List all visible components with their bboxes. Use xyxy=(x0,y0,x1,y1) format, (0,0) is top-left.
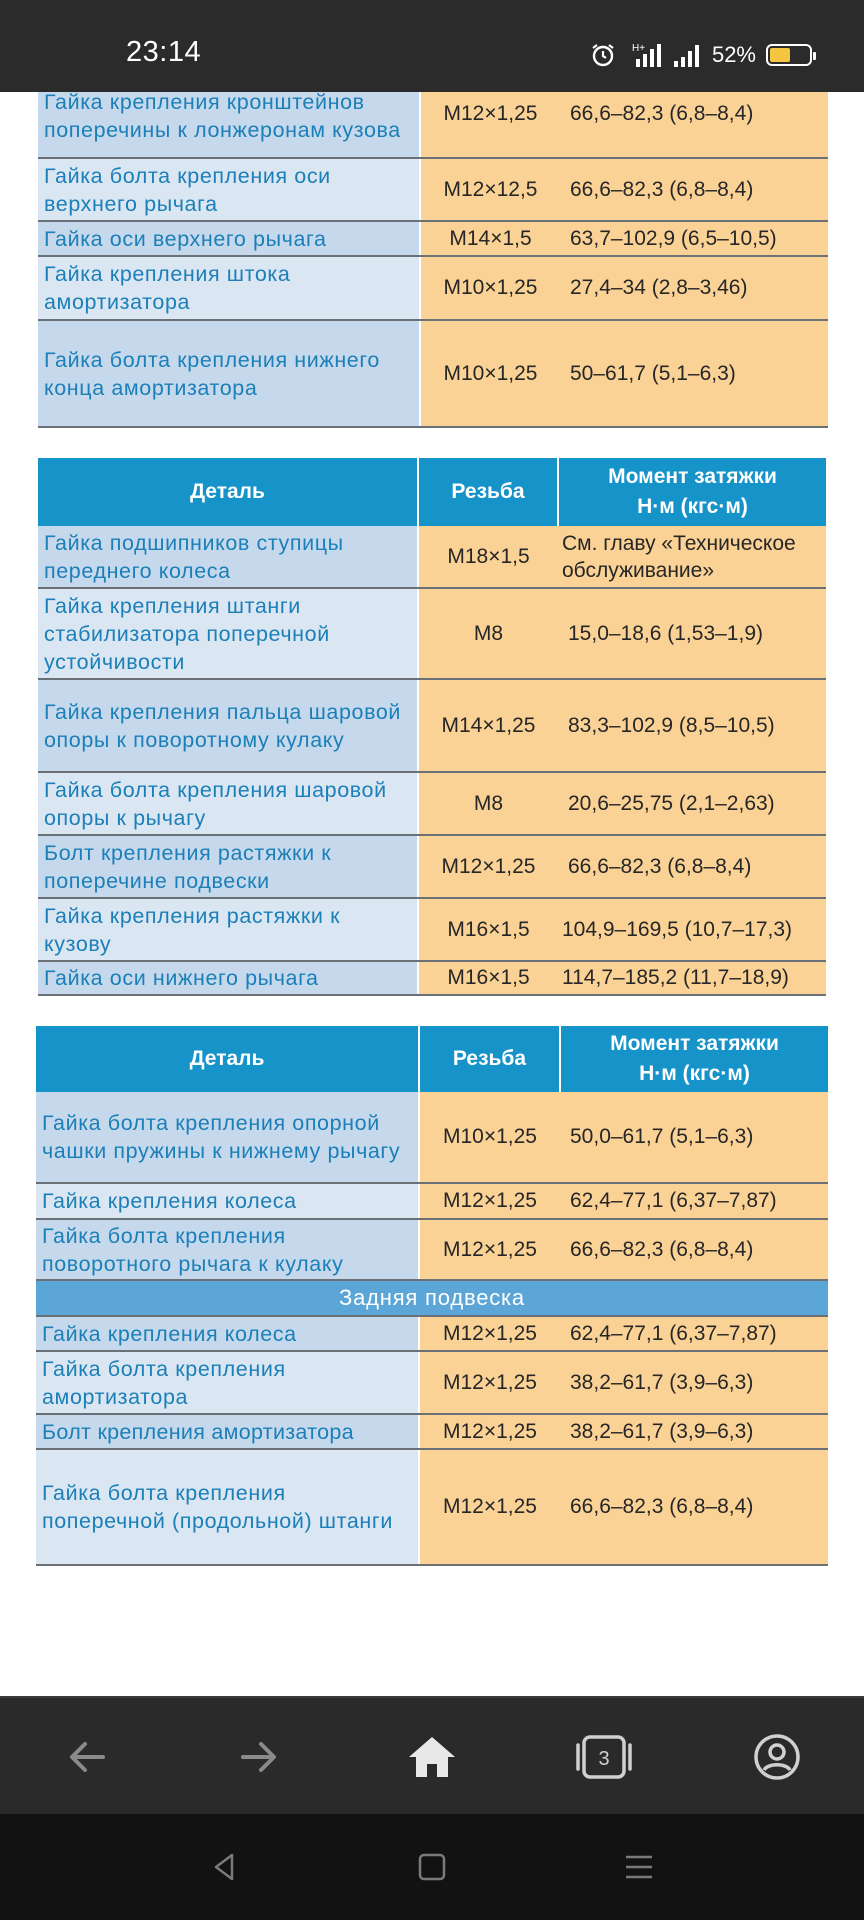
system-nav-bar xyxy=(0,1814,864,1920)
part-name: Гайка болта крепления оси верхнего рычага xyxy=(38,158,420,221)
thread-size: M8 xyxy=(418,772,558,835)
torque-value: 114,7–185,2 (11,7–18,9) xyxy=(558,961,826,995)
header-part: Деталь xyxy=(38,458,418,526)
torque-value: См. главу «Техническое обслуживание» xyxy=(558,526,826,588)
alarm-icon xyxy=(590,42,616,68)
system-back-icon xyxy=(208,1850,242,1884)
part-name: Гайка болта крепления поперечной (продольной) штанги xyxy=(36,1449,419,1565)
table-row xyxy=(36,1449,828,1565)
table-row xyxy=(36,1092,828,1183)
part-name: Гайка подшипников ступицы переднего колеса xyxy=(38,526,418,588)
table-row xyxy=(38,772,826,835)
part-name: Гайка крепления кронштейнов поперечины к лонжеронам кузова xyxy=(38,92,420,158)
thread-size: M12×1,25 xyxy=(419,1414,560,1449)
torque-value: 27,4–34 (2,8–3,46) xyxy=(560,256,828,320)
part-name: Гайка болта крепления опорной чашки пружины к нижнему рычагу xyxy=(36,1092,419,1183)
system-back-button[interactable] xyxy=(190,1832,260,1902)
part-name: Гайка крепления растяжки к кузову xyxy=(38,898,418,961)
header-thread: Резьба xyxy=(419,1026,560,1092)
table-row xyxy=(38,92,828,158)
thread-size: M14×1,25 xyxy=(418,679,558,772)
table-row xyxy=(38,158,828,221)
network-type-label: H+ xyxy=(631,43,646,54)
part-name: Гайка болта крепления поворотного рычага к кулаку xyxy=(36,1219,419,1280)
header-torque-line2: Н·м (кгс·м) xyxy=(639,1062,750,1085)
torque-value: 63,7–102,9 (6,5–10,5) xyxy=(560,221,828,256)
table-row xyxy=(38,898,826,961)
table-header-row xyxy=(38,458,826,526)
thread-size: M12×1,25 xyxy=(418,835,558,898)
back-button[interactable] xyxy=(52,1722,122,1792)
section-title: Задняя подвеска xyxy=(36,1280,828,1316)
part-name: Гайка крепления пальца шаровой опоры к поворотному кулаку xyxy=(38,679,418,772)
thread-size: M16×1,5 xyxy=(418,898,558,961)
part-name: Гайка болта крепления шаровой опоры к рычагу xyxy=(38,772,418,835)
status-time: 23:14 xyxy=(126,36,202,68)
battery-icon xyxy=(766,44,812,66)
part-name: Гайка оси верхнего рычага xyxy=(38,221,420,256)
profile-button[interactable] xyxy=(742,1722,812,1792)
home-button[interactable] xyxy=(397,1722,467,1792)
header-thread: Резьба xyxy=(418,458,558,526)
home-icon xyxy=(407,1734,457,1780)
system-home-icon xyxy=(415,1850,449,1884)
profile-icon xyxy=(752,1732,802,1782)
thread-size: M12×1,25 xyxy=(419,1183,560,1219)
thread-size: M16×1,5 xyxy=(418,961,558,995)
thread-size: M12×1,25 xyxy=(419,1449,560,1565)
tabs-button[interactable] xyxy=(569,1722,639,1792)
table-row xyxy=(36,1316,828,1351)
header-torque-line1: Момент затяжки xyxy=(610,1032,779,1055)
thread-size: M12×1,25 xyxy=(419,1219,560,1280)
part-name: Гайка оси нижнего рычага xyxy=(38,961,418,995)
table-row xyxy=(38,961,826,995)
thread-size: M14×1,5 xyxy=(420,221,560,256)
forward-button[interactable] xyxy=(224,1722,294,1792)
torque-value: 50,0–61,7 (5,1–6,3) xyxy=(560,1092,828,1183)
signal-icon-1 xyxy=(626,41,662,69)
part-name: Гайка крепления штанги стабилизатора поперечной устойчивости xyxy=(38,588,418,679)
torque-value: 38,2–61,7 (3,9–6,3) xyxy=(560,1414,828,1449)
back-arrow-icon xyxy=(65,1735,109,1779)
section-row-rear-suspension xyxy=(36,1280,828,1316)
thread-size: M12×12,5 xyxy=(420,158,560,221)
torque-value: 104,9–169,5 (10,7–17,3) xyxy=(558,898,826,961)
part-name: Гайка болта крепления нижнего конца амортизатора xyxy=(38,320,420,427)
status-bar xyxy=(0,0,864,92)
table-row xyxy=(38,835,826,898)
header-part: Деталь xyxy=(36,1026,419,1092)
table-row xyxy=(38,526,826,588)
thread-size: M12×1,25 xyxy=(420,92,560,158)
header-torque-line1: Момент затяжки xyxy=(608,465,777,488)
browser-bottom-nav xyxy=(0,1696,864,1814)
system-home-button[interactable] xyxy=(397,1832,467,1902)
torque-value: 62,4–77,1 (6,37–7,87) xyxy=(560,1183,828,1219)
torque-value: 66,6–82,3 (6,8–8,4) xyxy=(560,1449,828,1565)
thread-size: M12×1,25 xyxy=(419,1351,560,1414)
thread-size: M18×1,5 xyxy=(418,526,558,588)
thread-size: M12×1,25 xyxy=(419,1316,560,1351)
table-row xyxy=(38,256,828,320)
system-menu-icon xyxy=(622,1850,656,1884)
table-row xyxy=(38,679,826,772)
part-name: Гайка болта крепления амортизатора xyxy=(36,1351,419,1414)
tab-count: 3 xyxy=(598,1748,610,1770)
part-name: Гайка крепления штока амортизатора xyxy=(38,256,420,320)
table-row xyxy=(36,1414,828,1449)
torque-value: 66,6–82,3 (6,8–8,4) xyxy=(560,1219,828,1280)
torque-table-front-upper xyxy=(38,92,828,428)
page-content[interactable] xyxy=(0,92,864,1696)
thread-size: M10×1,25 xyxy=(420,256,560,320)
thread-size: M10×1,25 xyxy=(420,320,560,427)
table-row xyxy=(38,221,828,256)
part-name: Болт крепления амортизатора xyxy=(36,1414,419,1449)
torque-value: 20,6–25,75 (2,1–2,63) xyxy=(558,772,826,835)
torque-value: 83,3–102,9 (8,5–10,5) xyxy=(558,679,826,772)
torque-value: 66,6–82,3 (6,8–8,4) xyxy=(560,158,828,221)
header-torque xyxy=(560,1026,828,1092)
status-icons xyxy=(590,38,812,72)
table-row xyxy=(36,1219,828,1280)
system-menu-button[interactable] xyxy=(604,1832,674,1902)
thread-size: M8 xyxy=(418,588,558,679)
thread-size: M10×1,25 xyxy=(419,1092,560,1183)
header-torque-line2: Н·м (кгс·м) xyxy=(637,495,748,518)
tabs-icon xyxy=(574,1733,634,1781)
table-row xyxy=(38,320,828,427)
table-row xyxy=(36,1351,828,1414)
torque-value: 15,0–18,6 (1,53–1,9) xyxy=(558,588,826,679)
part-name: Болт крепления растяжки к поперечине подвески xyxy=(38,835,418,898)
torque-value: 38,2–61,7 (3,9–6,3) xyxy=(560,1351,828,1414)
table-row xyxy=(38,588,826,679)
torque-table-wheel-and-rear xyxy=(36,1026,828,1566)
torque-value: 66,6–82,3 (6,8–8,4) xyxy=(560,92,828,158)
torque-table-front-lower xyxy=(38,458,826,996)
table-row xyxy=(36,1183,828,1219)
part-name: Гайка крепления колеса xyxy=(36,1316,419,1351)
torque-value: 50–61,7 (5,1–6,3) xyxy=(560,320,828,427)
header-torque xyxy=(558,458,826,526)
signal-icon-2 xyxy=(672,41,702,69)
torque-value: 62,4–77,1 (6,37–7,87) xyxy=(560,1316,828,1351)
part-name: Гайка крепления колеса xyxy=(36,1183,419,1219)
torque-value: 66,6–82,3 (6,8–8,4) xyxy=(558,835,826,898)
table-header-row xyxy=(36,1026,828,1092)
forward-arrow-icon xyxy=(237,1735,281,1779)
battery-percent: 52% xyxy=(711,42,756,67)
